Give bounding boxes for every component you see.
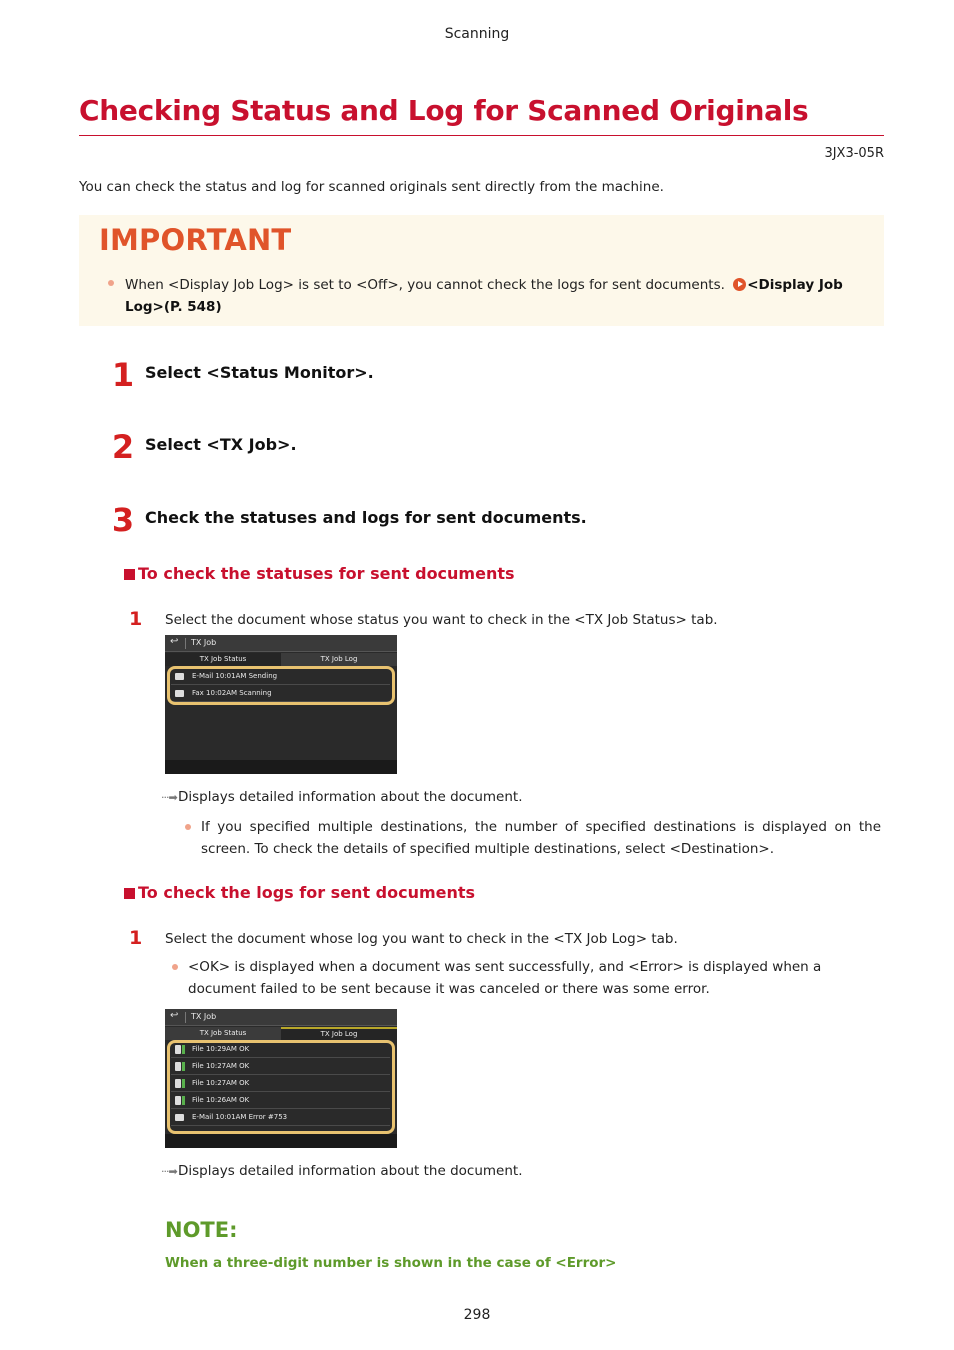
tx-job-log-screenshot: [165, 1009, 397, 1148]
link-arrow-icon[interactable]: [733, 278, 746, 291]
screen-bottom-bar: [165, 760, 397, 774]
section-heading-log: [124, 883, 475, 902]
result-text: Displays detailed information about the document.: [178, 789, 523, 805]
document-code: 3JX3-05R: [824, 146, 884, 161]
bullet-icon: [172, 964, 178, 970]
tab-tx-job-log: TX Job Log: [281, 1027, 397, 1040]
selection-highlight: [167, 1040, 395, 1134]
screen-list-item: File 10:26AM OK: [171, 1094, 390, 1109]
step-number: 3: [111, 501, 135, 539]
screen-bottom-bar: [165, 1134, 397, 1148]
result-line: [161, 789, 523, 805]
divider: [185, 1012, 186, 1023]
screen-list-item: Fax 10:02AM Scanning: [171, 687, 390, 702]
bullet-text: <OK> is displayed when a document was sent successfully, and <Error> is displayed when a document failed to be sent because it was canceled or there was some error.: [188, 959, 822, 997]
note-heading: When a three-digit number is shown in the case of <Error>: [165, 1255, 617, 1271]
substep-text: Select the document whose log you want to check in the <TX Job Log> tab.: [165, 931, 678, 947]
important-text-body: When <Display Job Log> is set to <Off>, you cannot check the logs for sent documents.: [125, 277, 725, 293]
result-arrow-icon: ···➡: [161, 1165, 177, 1178]
page-title: Checking Status and Log for Scanned Originals: [79, 94, 809, 127]
step-number: 1: [111, 356, 135, 394]
important-label: IMPORTANT: [99, 223, 292, 257]
selection-highlight: [167, 666, 395, 705]
substep-number: 1: [129, 608, 143, 630]
square-icon: [124, 569, 135, 580]
screen-list-item: File 10:27AM OK: [171, 1077, 390, 1092]
back-icon: ↩: [170, 1010, 179, 1021]
section-heading-text: To check the statuses for sent documents: [138, 564, 515, 583]
section-heading-status: [124, 564, 515, 583]
screen-title-bar: [165, 1009, 397, 1026]
section-heading-text: To check the logs for sent documents: [138, 883, 476, 902]
screen-tabs: [165, 1027, 397, 1040]
tab-tx-job-status: TX Job Status: [165, 653, 281, 666]
running-header: Scanning: [444, 26, 510, 42]
tab-tx-job-log: TX Job Log: [281, 653, 397, 666]
bullet-icon: [108, 280, 114, 286]
display-job-log-link[interactable]: <Display Job Log>(P. 548): [125, 277, 843, 315]
step-text: Check the statuses and logs for sent documents.: [145, 508, 587, 527]
screen-title: TX Job: [191, 1012, 217, 1021]
tab-tx-job-status: TX Job Status: [165, 1027, 281, 1040]
result-arrow-icon: ···➡: [161, 791, 177, 804]
screen-tabs: [165, 653, 397, 666]
note-label: NOTE:: [165, 1218, 238, 1242]
important-text: [125, 274, 865, 318]
screen-list-item: E-Mail 10:01AM Sending: [171, 670, 390, 685]
step-text: Select <TX Job>.: [145, 435, 297, 454]
page-number: 298: [463, 1307, 491, 1323]
step-number: 2: [111, 428, 135, 466]
back-icon: ↩: [170, 636, 179, 647]
result-line: [161, 1163, 523, 1179]
screen-list-item: File 10:27AM OK: [171, 1060, 390, 1075]
screen-title: TX Job: [191, 638, 217, 647]
screen-list-item: File 10:29AM OK: [171, 1043, 390, 1058]
result-text: Displays detailed information about the document.: [178, 1163, 523, 1179]
intro-paragraph: You can check the status and log for scanned originals sent directly from the machine.: [79, 179, 664, 195]
square-icon: [124, 888, 135, 899]
step-text: Select <Status Monitor>.: [145, 363, 374, 382]
substep-number: 1: [129, 927, 143, 949]
substep-text: Select the document whose status you want to check in the <TX Job Status> tab.: [165, 612, 718, 628]
important-box: [79, 215, 884, 326]
screen-list-item: E-Mail 10:01AM Error #753: [171, 1111, 390, 1126]
bullet-text: If you specified multiple destinations, the number of specified destinations is displayed on the screen. To check the details of specified multiple destinations, select <Destination>.: [201, 819, 881, 857]
screen-title-bar: [165, 635, 397, 652]
bullet-icon: [185, 824, 191, 830]
divider: [185, 638, 186, 649]
tx-job-status-screenshot: [165, 635, 397, 774]
title-rule: [79, 135, 884, 136]
